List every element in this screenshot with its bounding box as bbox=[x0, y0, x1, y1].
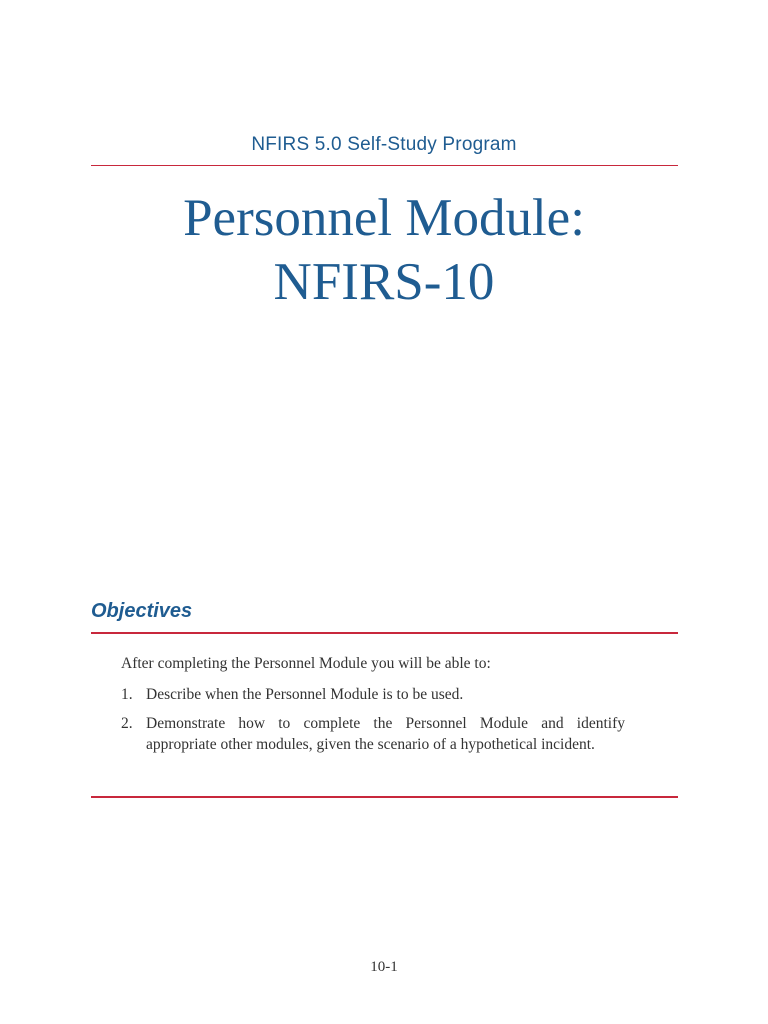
objective-text: Describe when the Personnel Module is to be used. bbox=[146, 686, 464, 703]
program-title: NFIRS 5.0 Self-Study Program bbox=[251, 134, 517, 155]
objective-item bbox=[121, 713, 625, 755]
header-divider bbox=[91, 165, 678, 166]
objectives-bottom-divider bbox=[91, 796, 678, 798]
page-title bbox=[0, 186, 768, 314]
objective-number: 2. bbox=[121, 715, 133, 732]
page-number: 10-1 bbox=[370, 959, 398, 975]
objectives-intro: After completing the Personnel Module you will be able to: bbox=[121, 655, 491, 672]
objective-item bbox=[121, 684, 625, 705]
objective-number: 1. bbox=[121, 686, 133, 703]
objectives-list bbox=[121, 684, 625, 763]
objectives-divider bbox=[91, 632, 678, 634]
objectives-heading: Objectives bbox=[91, 600, 193, 622]
objective-text: Demonstrate how to complete the Personnel Module and identify appropriate other modules, given the scenario of a hypothetical incident. bbox=[146, 715, 625, 753]
page-title-line-2: NFIRS-10 bbox=[273, 253, 495, 311]
page-title-line-1: Personnel Module: bbox=[183, 189, 585, 247]
